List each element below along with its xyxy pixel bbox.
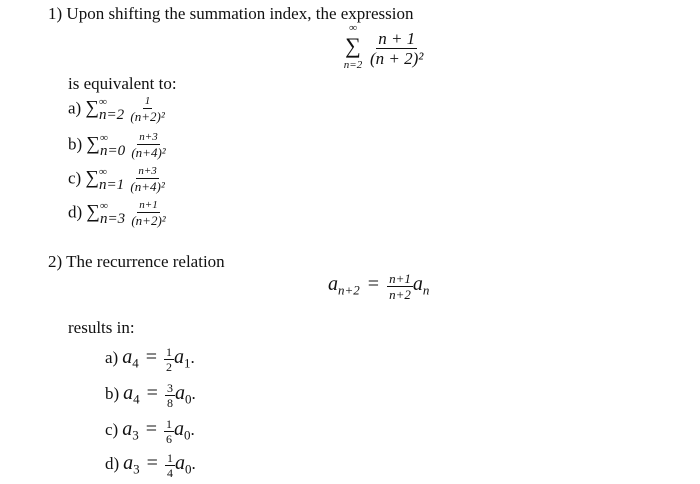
option-coef: a — [174, 382, 185, 405]
q2-relation — [328, 272, 429, 301]
option-var: a — [123, 382, 134, 405]
option-sup: ∞ — [99, 165, 107, 178]
q1-option-a[interactable] — [68, 96, 167, 123]
option-label: a) — [105, 348, 119, 368]
q1-expr-sup: ∞ — [349, 22, 357, 34]
sigma-symbol: ∑ — [86, 133, 100, 155]
option-var: a — [123, 452, 134, 475]
option-eq: = — [146, 452, 158, 475]
option-num: 1 — [144, 95, 151, 107]
option-label: d) — [105, 454, 120, 474]
option-var-sub: 4 — [132, 355, 139, 371]
option-coef-sub: 0 — [184, 427, 191, 443]
option-label: a) — [68, 98, 82, 118]
option-var: a — [122, 418, 133, 441]
q2-prompt: 2) The recurrence relation — [48, 252, 225, 271]
option-den: (n+4)² — [130, 179, 165, 194]
q1-expr-sub: n=2 — [343, 59, 363, 71]
option-end: . — [191, 384, 196, 404]
q1-equiv-text: is equivalent to: — [68, 74, 177, 93]
relation-eq: = — [367, 273, 380, 296]
option-sub: n=0 — [99, 142, 126, 159]
option-den: (n+2)² — [131, 213, 166, 228]
q1-prompt: 1) Upon shifting the summation index, the expression — [48, 4, 414, 23]
q1-expr-fraction — [368, 30, 425, 67]
option-var-sub: 3 — [133, 461, 140, 477]
option-var-sub: 3 — [132, 427, 139, 443]
option-num: 1 — [166, 417, 172, 431]
q1-option-b[interactable] — [68, 132, 168, 159]
option-sup: ∞ — [99, 199, 108, 212]
relation-lhs-sub: n+2 — [338, 282, 360, 298]
option-label: c) — [68, 168, 82, 188]
q1-expr-den: (n + 2)² — [370, 49, 424, 68]
option-num: n+1 — [139, 199, 158, 211]
q2-option-b[interactable] — [105, 382, 196, 409]
option-end: . — [190, 420, 195, 440]
option-label: b) — [105, 384, 120, 404]
option-coef: a — [174, 452, 185, 475]
option-var: a — [122, 346, 133, 369]
option-eq: = — [145, 418, 157, 441]
q2-option-a[interactable] — [105, 346, 195, 373]
option-den: 2 — [166, 360, 172, 374]
option-label: c) — [105, 420, 119, 440]
option-den: (n+2)² — [130, 109, 165, 124]
option-sup: ∞ — [99, 95, 107, 108]
sigma-symbol: ∑ — [85, 97, 100, 119]
option-num: n+3 — [139, 131, 158, 143]
q2-option-d[interactable] — [105, 452, 196, 479]
option-num: 3 — [166, 381, 173, 395]
option-end: . — [191, 454, 196, 474]
option-sub: n=3 — [99, 210, 126, 227]
relation-lhs: a — [328, 273, 338, 296]
option-sub: n=2 — [99, 106, 125, 123]
option-coef: a — [174, 418, 184, 441]
relation-rhs-sub: n — [422, 282, 430, 298]
q2-option-c[interactable] — [105, 418, 195, 445]
option-coef-sub: 0 — [184, 461, 192, 477]
option-coef-sub: 1 — [184, 355, 191, 371]
option-num: n+3 — [138, 165, 157, 177]
option-den: 8 — [166, 396, 173, 410]
option-end: . — [190, 348, 195, 368]
q1-expr-sum — [343, 22, 363, 72]
sigma-symbol: ∑ — [85, 167, 100, 189]
option-num: 1 — [166, 345, 172, 359]
option-label: d) — [68, 202, 83, 222]
option-coef-sub: 0 — [184, 391, 192, 407]
option-eq: = — [145, 346, 157, 369]
relation-num: n+1 — [389, 271, 411, 286]
option-den: 4 — [166, 466, 173, 480]
relation-rhs: a — [412, 273, 423, 296]
option-sup: ∞ — [99, 131, 108, 144]
q1-option-c[interactable] — [68, 166, 167, 193]
option-var-sub: 4 — [133, 391, 140, 407]
sigma-symbol: ∑ — [86, 201, 100, 223]
option-den: (n+4)² — [131, 145, 166, 160]
option-num: 1 — [166, 451, 173, 465]
q1-expr-sigma: ∑ — [345, 33, 361, 58]
option-sub: n=1 — [99, 176, 125, 193]
option-label: b) — [68, 134, 83, 154]
q2-results-text: results in: — [68, 318, 135, 337]
q1-option-d[interactable] — [68, 200, 168, 227]
option-den: 6 — [166, 432, 172, 446]
option-eq: = — [146, 382, 158, 405]
q1-expr-num: n + 1 — [378, 29, 416, 48]
relation-den: n+2 — [389, 287, 411, 302]
option-coef: a — [174, 346, 184, 369]
